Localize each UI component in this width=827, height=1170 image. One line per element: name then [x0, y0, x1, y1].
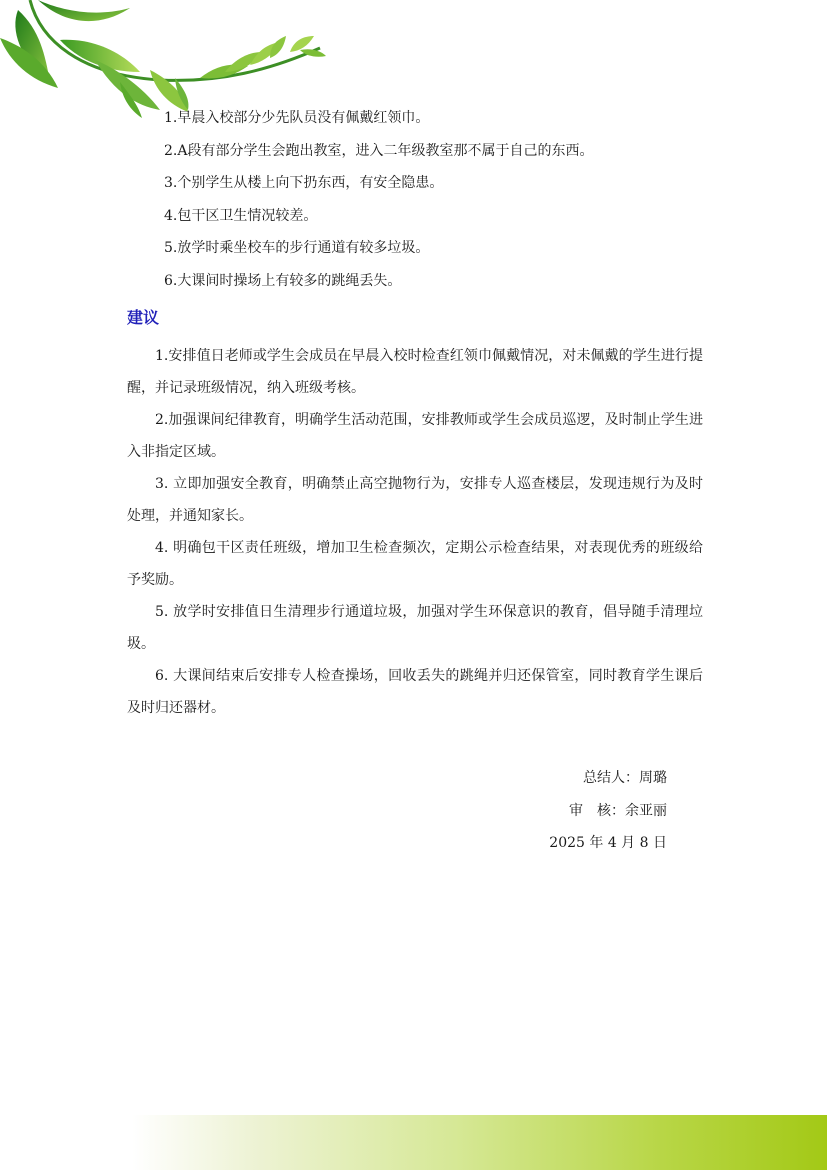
summarizer-line: 总结人：周璐: [583, 770, 667, 786]
reviewer-line: 审 核：余亚丽: [569, 802, 667, 819]
issue-item: 5.放学时乘坐校车的步行通道有较多垃圾。: [164, 240, 430, 256]
suggestion-paragraph: 3. 立即加强安全教育，明确禁止高空抛物行为，安排专人巡查楼层，发现违规行为及时处理，并通知家长。: [127, 476, 703, 524]
issue-item: 3.个别学生从楼上向下扔东西，有安全隐患。: [164, 175, 444, 191]
suggestion-paragraph: 4. 明确包干区责任班级，增加卫生检查频次，定期公示检查结果，对表现优秀的班级给予奖励。: [127, 540, 703, 588]
suggestion-paragraph: 2.加强课间纪律教育，明确学生活动范围，安排教师或学生会成员巡逻，及时制止学生进入非指定区域。: [127, 412, 703, 460]
suggestions-heading: 建议: [127, 308, 160, 327]
suggestion-paragraph: 6. 大课间结束后安排专人检查操场，回收丢失的跳绳并归还保管室，同时教育学生课后及时归还器材。: [127, 668, 703, 716]
suggestion-paragraph: 1.安排值日老师或学生会成员在早晨入校时检查红领巾佩戴情况，对未佩戴的学生进行提醒，并记录班级情况，纳入班级考核。: [127, 348, 703, 396]
suggestions-list: [127, 340, 703, 724]
issue-item: 6.大课间时操场上有较多的跳绳丢失。: [164, 272, 402, 289]
issues-list: [164, 102, 724, 297]
issue-item: 4.包干区卫生情况较差。: [164, 207, 318, 224]
suggestion-paragraph: 5. 放学时安排值日生清理步行通道垃圾，加强对学生环保意识的教育，倡导随手清理垃圾。: [127, 604, 703, 652]
signature-block: [549, 762, 667, 860]
issue-item: 2.A段有部分学生会跑出教室，进入二年级教室那不属于自己的东西。: [164, 142, 594, 159]
footer-gradient-band: [0, 1115, 827, 1170]
date-line: 2025 年 4 月 8 日: [549, 835, 667, 851]
issue-item: 1.早晨入校部分少先队员没有佩戴红领巾。: [164, 110, 430, 126]
